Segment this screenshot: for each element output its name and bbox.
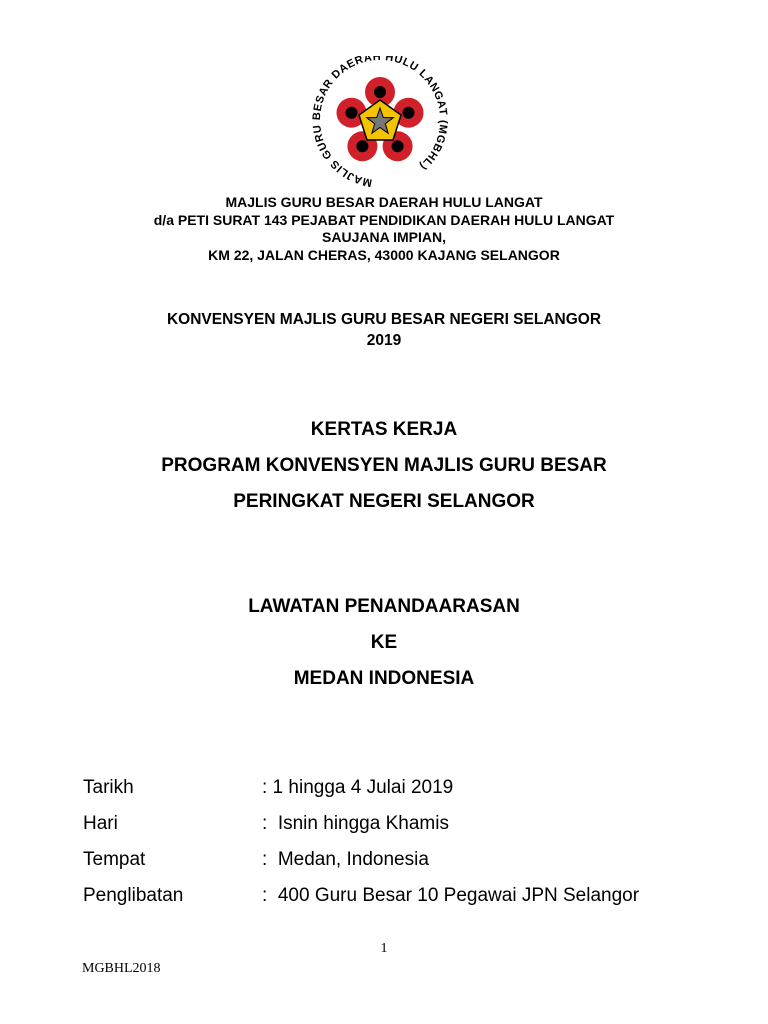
convention-line-2: 2019	[366, 332, 402, 349]
title-line-2: PROGRAM KONVENSYEN MAJLIS GURU BESAR	[161, 455, 607, 476]
convention-heading	[0, 309, 768, 351]
details-table	[83, 772, 723, 916]
detail-label: Penglibatan	[83, 885, 184, 906]
page-number: 1	[380, 941, 388, 956]
detail-row-participants	[83, 880, 723, 916]
address-line-1: MAJLIS GURU BESAR DAERAH HULU LANGAT	[225, 194, 543, 210]
visit-line-1: LAWATAN PENANDAARASAN	[248, 596, 520, 617]
address-line-4: KM 22, JALAN CHERAS, 43000 KAJANG SELANGOR	[208, 246, 560, 263]
detail-value: : Isnin hingga Khamis	[262, 813, 449, 834]
detail-label: Hari	[83, 813, 118, 834]
title-line-1: KERTAS KERJA	[310, 419, 458, 440]
address-line-3: SAUJANA IMPIAN,	[322, 229, 446, 245]
mgbhl-emblem-icon	[304, 56, 456, 196]
title-line-3: PERINGKAT NEGERI SELANGOR	[233, 491, 535, 512]
detail-row-date	[83, 772, 723, 808]
detail-label: Tempat	[83, 849, 146, 870]
convention-line-1: KONVENSYEN MAJLIS GURU BESAR NEGERI SELANGOR	[166, 311, 602, 328]
paper-title	[0, 412, 768, 520]
visit-line-3: MEDAN INDONESIA	[293, 668, 475, 689]
detail-value: : 1 hingga 4 Julai 2019	[262, 777, 454, 798]
mgbhl-logo	[304, 56, 456, 196]
address-line-2: d/a PETI SURAT 143 PEJABAT PENDIDIKAN DAERAH HULU LANGAT	[153, 211, 615, 228]
logo-ring-text: MAJLIS GURU BESAR DAERAH HULU LANGAT (MGBHL)	[310, 56, 450, 189]
detail-row-venue	[83, 844, 723, 880]
visit-heading	[0, 589, 768, 697]
footer-code: MGBHL2018	[82, 961, 161, 976]
detail-value: : Medan, Indonesia	[262, 849, 429, 870]
detail-label: Tarikh	[83, 777, 134, 798]
detail-value: : 400 Guru Besar 10 Pegawai JPN Selangor	[262, 885, 640, 906]
visit-line-2: KE	[370, 632, 398, 653]
address-block	[0, 194, 768, 264]
detail-row-day	[83, 808, 723, 844]
